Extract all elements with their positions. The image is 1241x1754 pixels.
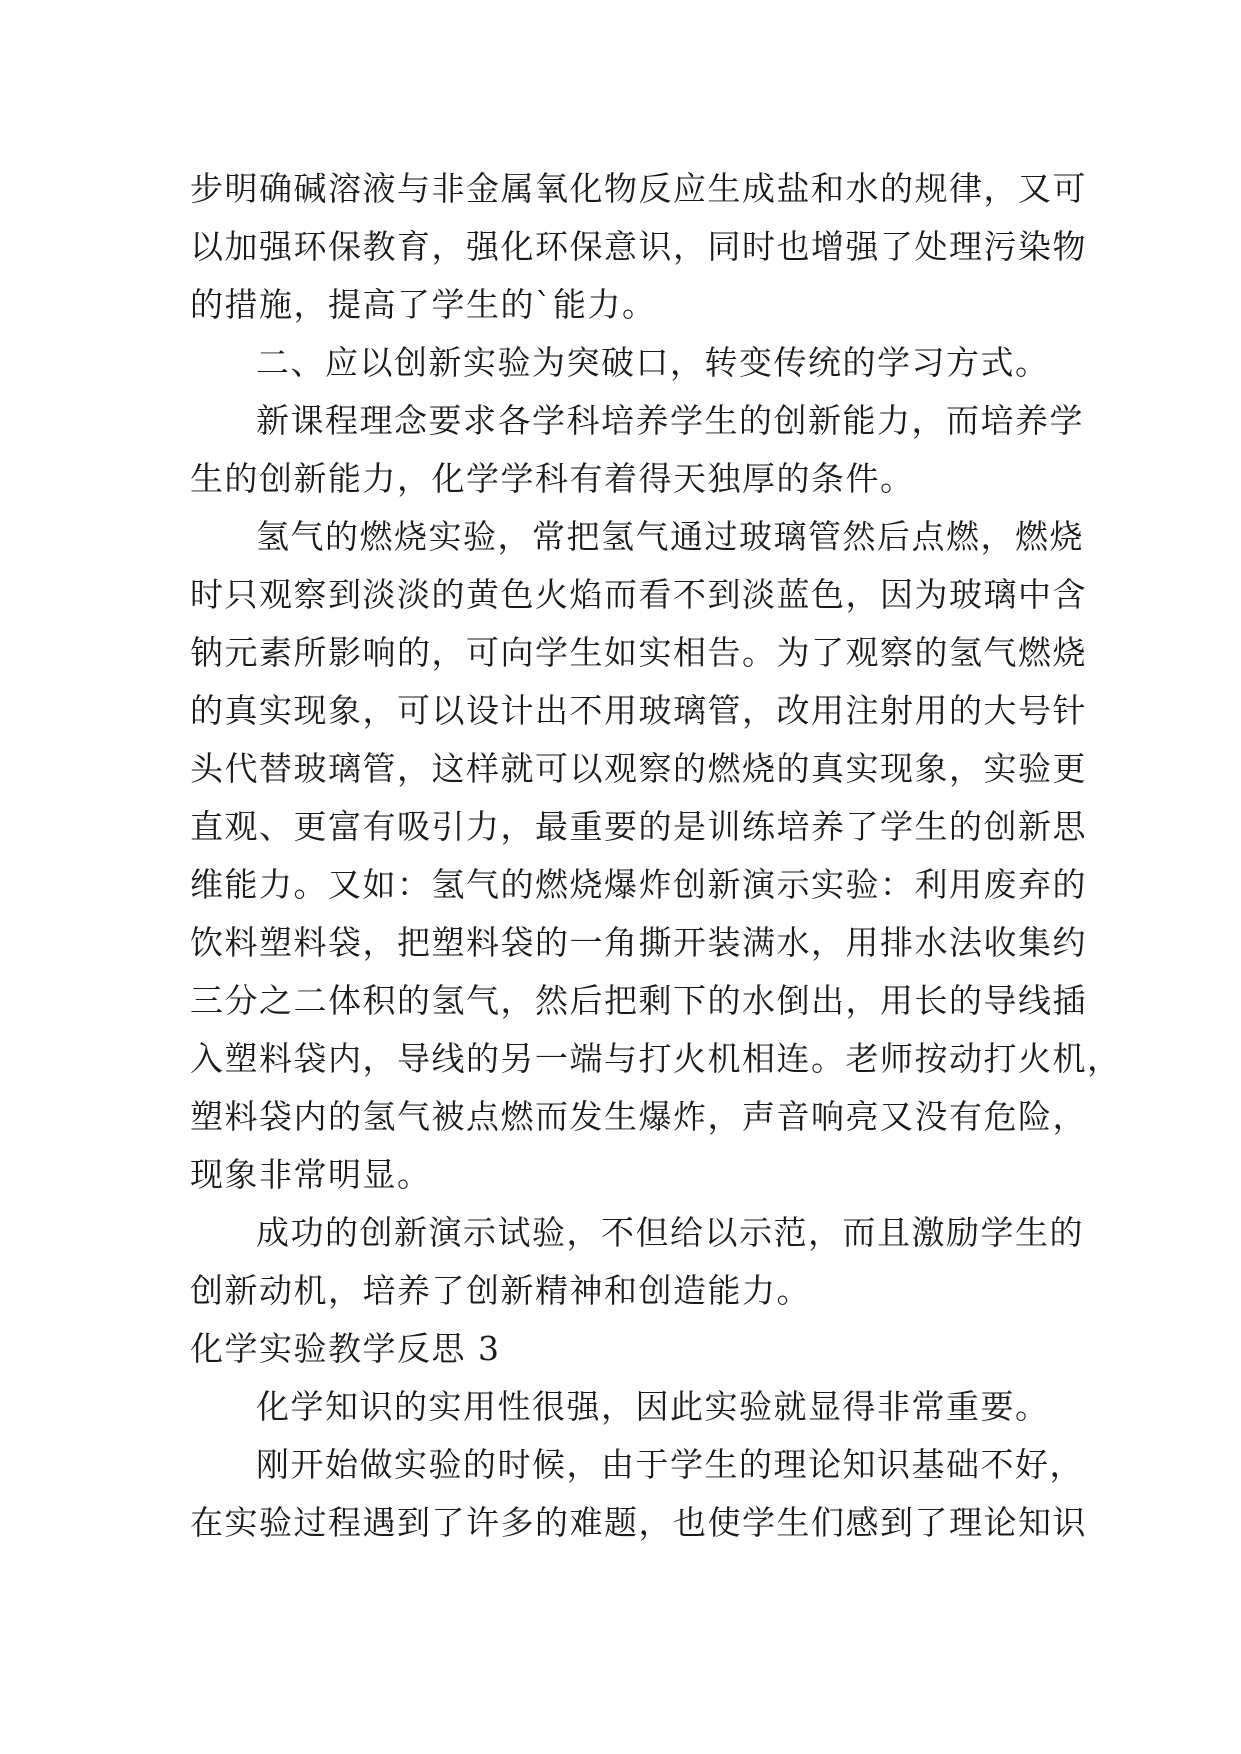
paragraph-first-line: 新课程理念要求各学科培养学生的创新能力，而培养学 (256, 401, 1084, 440)
paragraph-first-line: 氢气的燃烧实验，常把氢气通过玻璃管然后点燃，燃烧 (256, 517, 1084, 556)
paragraph-first-line: 化学知识的实用性很强，因此实验就显得非常重要。 (256, 1387, 1050, 1426)
paragraph-line: 以加强环保教育，强化环保意识，同时也增强了处理污染物 (190, 227, 1087, 266)
document-body (190, 160, 1122, 1552)
paragraph-first-line: 成功的创新演示试验，不但给以示范，而且激励学生的 (256, 1213, 1084, 1252)
paragraph-line: 头代替玻璃管，这样就可以观察的燃烧的真实现象，实验更 (190, 749, 1087, 788)
paragraph-line: 钠元素所影响的，可向学生如实相告。为了观察的氢气燃烧 (190, 633, 1087, 672)
paragraph-line: 入塑料袋内，导线的另一端与打火机相连。老师按动打火机， (190, 1039, 1122, 1078)
paragraph-first-line: 刚开始做实验的时候，由于学生的理论知识基础不好， (256, 1445, 1084, 1484)
paragraph-line: 的真实现象，可以设计出不用玻璃管，改用注射用的大号针 (190, 691, 1087, 730)
paragraph-line: 创新动机，培养了创新精神和创造能力。 (190, 1271, 811, 1310)
paragraph-line: 在实验过程遇到了许多的难题，也使学生们感到了理论知识 (190, 1503, 1087, 1542)
paragraph-first-line: 步明确碱溶液与非金属氧化物反应生成盐和水的规律，又可 (190, 169, 1087, 208)
paragraph-line: 生的创新能力，化学学科有着得天独厚的条件。 (190, 459, 915, 498)
paragraph-line: 时只观察到淡淡的黄色火焰而看不到淡蓝色，因为玻璃中含 (190, 575, 1087, 614)
paragraph-line: 的措施，提高了学生的`能力。 (190, 285, 657, 324)
paragraph-first-line: 二、应以创新实验为突破口，转变传统的学习方式。 (256, 343, 1050, 382)
paragraph-first-line: 化学实验教学反思 3 (190, 1329, 501, 1368)
paragraph-line: 饮料塑料袋，把塑料袋的一角撕开装满水，用排水法收集约 (190, 923, 1087, 962)
paragraph-line: 现象非常明显。 (190, 1155, 432, 1194)
paragraph-line: 三分之二体积的氢气，然后把剩下的水倒出，用长的导线插 (190, 981, 1087, 1020)
paragraph-line: 直观、更富有吸引力，最重要的是训练培养了学生的创新思 (190, 807, 1087, 846)
paragraph-line: 维能力。又如：氢气的燃烧爆炸创新演示实验：利用废弃的 (190, 865, 1087, 904)
paragraph-line: 塑料袋内的氢气被点燃而发生爆炸，声音响亮又没有危险， (190, 1097, 1087, 1136)
